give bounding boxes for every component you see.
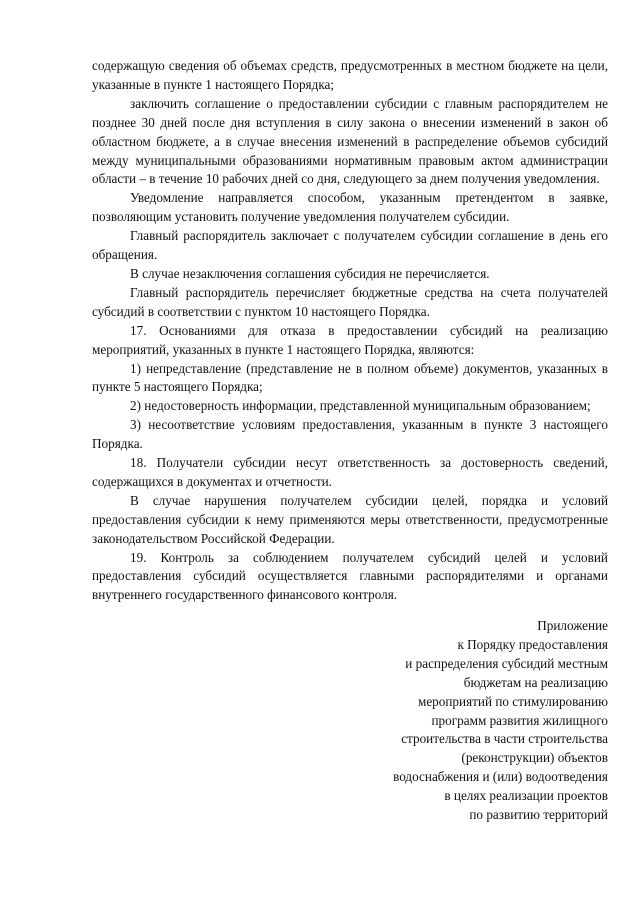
paragraph: 3) несоответствие условиям предоставления, указанным в пункте 3 настоящего Порядка. [92, 417, 608, 452]
appendix-line: строительства в части строительства [401, 731, 608, 747]
paragraph: В случае незаключения соглашения субсидия не перечисляется. [130, 265, 490, 281]
appendix-line: в целях реализации проектов [444, 788, 608, 804]
paragraph: Уведомление направляется способом, указанным претендентом в заявке, позволяющим установить получение уведомления получателем субсидии. [92, 190, 608, 225]
appendix-line: и распределения субсидий местным [405, 655, 608, 671]
appendix-line: бюджетам на реализацию [463, 674, 608, 690]
appendix-line: к Порядку предоставления [457, 636, 608, 652]
paragraph: 17. Основаниями для отказа в предоставлении субсидий на реализацию мероприятий, указанных в пункте 1 настоящего Порядка, являются: [92, 322, 608, 357]
paragraph: Главный распорядитель перечисляет бюджетные средства на счета получателей субсидий в соответствии с пунктом 10 настоящего Порядка. [92, 284, 608, 319]
body-text [92, 57, 608, 605]
appendix-line: мероприятий по стимулированию [417, 693, 608, 709]
appendix-line: (реконструкции) объектов [461, 750, 608, 766]
appendix-heading [308, 617, 608, 825]
paragraph: заключить соглашение о предоставлении субсидии с главным распорядителем не позднее 30 дней после дня вступления в силу закона о внесении изменений в закон об областном бюджете, а в случае внесения изменений в распределение объемов субсидий между муниципальными образованиями нормативным правовым актом администрации области – в течение 10 рабочих дней со дня, следующего за днем получения уведомления. [92, 95, 608, 187]
appendix-line: по развитию территорий [469, 807, 608, 823]
paragraph: 19. Контроль за соблюдением получателем субсидий целей и условий предоставления субсидий осуществляется главными распорядителями и органами внутреннего государственного финансового контроля. [92, 549, 608, 603]
paragraph: содержащую сведения об объемах средств, предусмотренных в местном бюджете на цели, указанные в пункте 1 настоящего Порядка; [92, 58, 608, 92]
paragraph: 2) недостоверность информации, представленной муниципальным образованием; [130, 398, 591, 414]
appendix-line: Приложение [537, 618, 608, 633]
paragraph: 1) непредставление (представление не в полном объеме) документов, указанных в пункте 5 настоящего Порядка; [92, 360, 608, 395]
paragraph: 18. Получатели субсидии несут ответственность за достоверность сведений, содержащихся в документах и отчетности. [92, 455, 608, 489]
appendix-line: программ развития жилищного [431, 712, 608, 728]
paragraph: В случае нарушения получателем субсидии целей, порядка и условий предоставления субсидии к нему применяются меры ответственности, предусмотренные законодательством Российской Федерации. [92, 492, 608, 546]
appendix-line: водоснабжения и (или) водоотведения [393, 769, 608, 785]
paragraph: Главный распорядитель заключает с получателем субсидии соглашение в день его обращения. [92, 228, 608, 263]
